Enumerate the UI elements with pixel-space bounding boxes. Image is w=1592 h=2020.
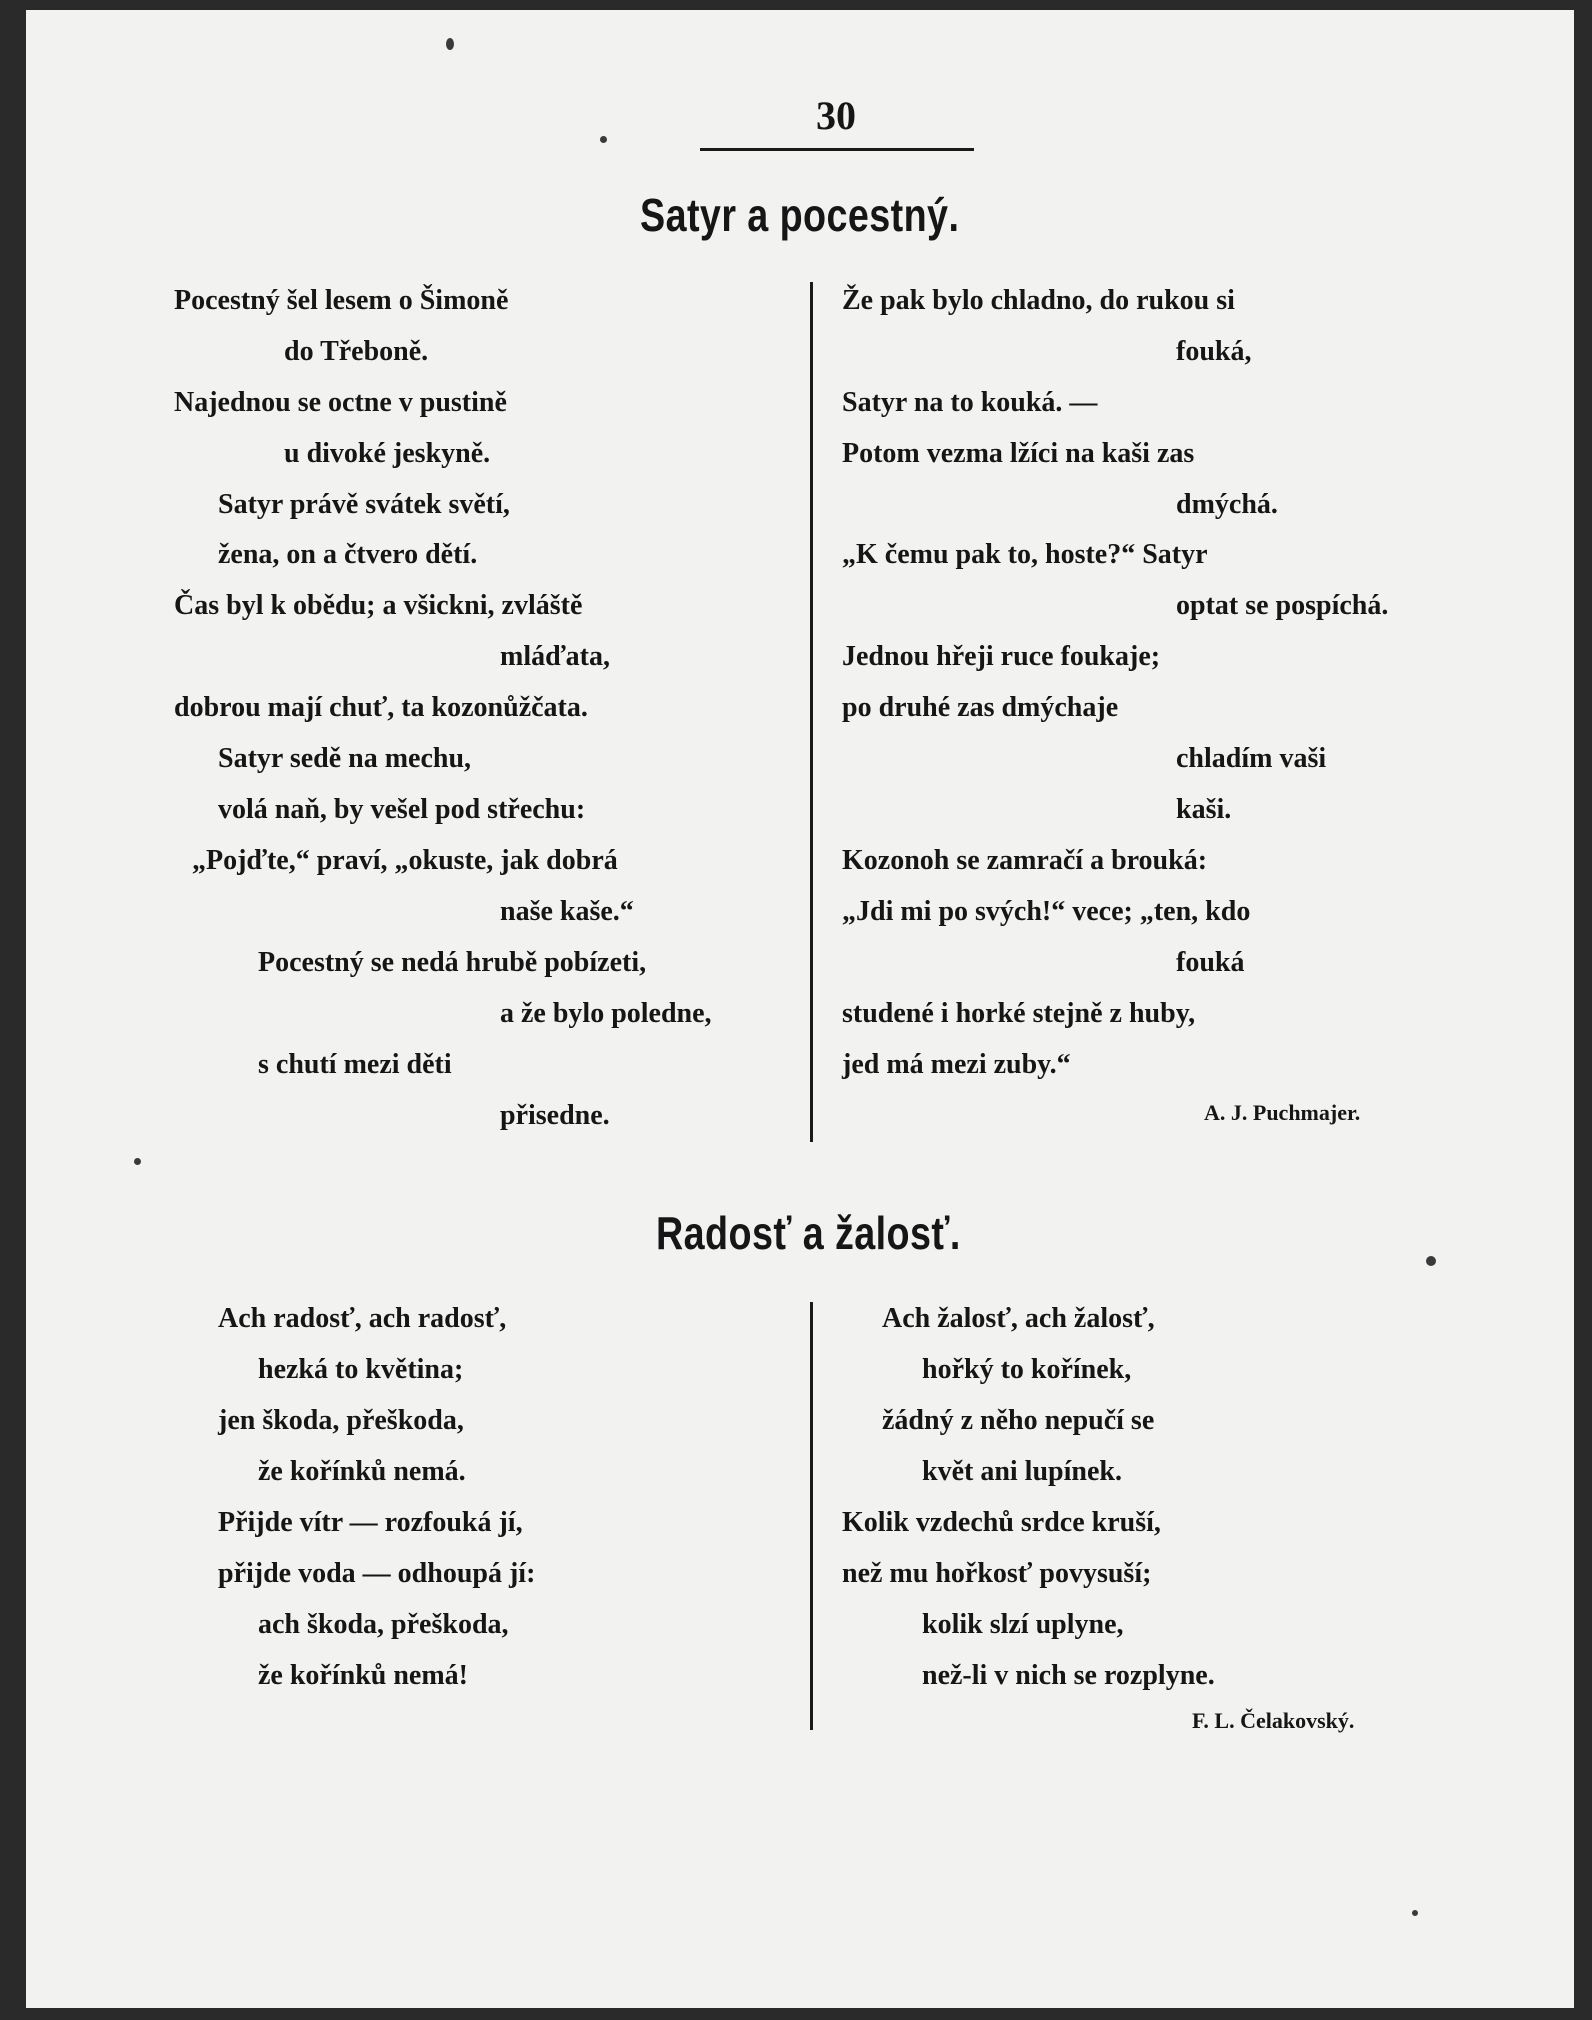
poem-line: hořký to kořínek, (922, 1354, 1132, 1385)
poem-line: Kozonoh se zamračí a brouká: (842, 845, 1208, 876)
poem-line: do Třeboně. (284, 336, 429, 367)
ink-speck (1412, 1910, 1418, 1916)
poem-line: jen škoda, přeškoda, (218, 1405, 464, 1436)
poem-line: květ ani lupínek. (922, 1456, 1122, 1487)
poem-line: Ach žalosť, ach žalosť, (882, 1303, 1155, 1334)
ink-speck (600, 136, 607, 143)
poem2-author: F. L. Čelakovský. (1192, 1708, 1355, 1733)
poem-line: Potom vezma lžíci na kaši zas (842, 438, 1195, 469)
poem-line: Satyr na to kouká. — (842, 387, 1098, 418)
poem-line: volá naň, by vešel pod střechu: (218, 794, 586, 825)
ink-speck (1426, 1256, 1436, 1266)
poem-line: přisedne. (500, 1100, 610, 1131)
poem2-column-rule (810, 1302, 813, 1730)
poem-line: optat se pospíchá. (1176, 590, 1389, 621)
poem-line: Přijde vítr — rozfouká jí, (218, 1507, 523, 1538)
poem-line: přijde voda — odhoupá jí: (218, 1558, 536, 1589)
poem-line: ach škoda, přeškoda, (258, 1609, 509, 1640)
poem-line: Satyr právě svátek světí, (218, 489, 510, 520)
poem1-title: Satyr a pocestný. (640, 189, 960, 241)
poem-line: Najednou se octne v pustině (174, 387, 507, 418)
poem-line: mláďata, (500, 641, 610, 672)
poem-line: chladím vaši (1176, 743, 1327, 774)
poem-line: fouká, (1176, 336, 1252, 367)
ink-speck (446, 38, 454, 50)
poem-line: Ach radosť, ach radosť, (218, 1303, 507, 1334)
poem-line: studené i horké stejně z huby, (842, 998, 1196, 1029)
poem-line: u divoké jeskyně. (284, 438, 491, 469)
poem-line: dobrou mají chuť, ta kozonůžčata. (174, 692, 588, 723)
poem1-column-rule (810, 282, 813, 1142)
poem-line: Že pak bylo chladno, do rukou si (842, 285, 1235, 316)
ink-speck (134, 1158, 141, 1165)
book-page (26, 10, 1574, 2008)
page-number: 30 (816, 93, 856, 138)
poem-line: že kořínků nemá! (258, 1660, 468, 1691)
poem-line: dmýchá. (1176, 489, 1278, 520)
poem-line: fouká (1176, 947, 1245, 978)
poem2-title: Radosť a žalosť. (656, 1207, 961, 1259)
poem-line: a že bylo poledne, (500, 998, 712, 1029)
poem-line: naše kaše.“ (500, 896, 634, 927)
poem-line: než-li v nich se rozplyne. (922, 1660, 1215, 1691)
page-number-rule (700, 148, 974, 151)
poem-line: po druhé zas dmýchaje (842, 692, 1119, 723)
poem1-author: A. J. Puchmajer. (1204, 1100, 1361, 1125)
poem-line: Kolik vzdechů srdce kruší, (842, 1507, 1161, 1538)
poem-line: Jednou hřeji ruce foukaje; (842, 641, 1161, 672)
poem-line: Pocestný šel lesem o Šimoně (174, 285, 509, 316)
poem-line: že kořínků nemá. (258, 1456, 466, 1487)
poem-line: Satyr sedě na mechu, (218, 743, 472, 774)
poem-line: Pocestný se nedá hrubě pobízeti, (258, 947, 647, 978)
poem-line: „Pojďte,“ praví, „okuste, jak dobrá (192, 845, 618, 876)
poem-line: kaši. (1176, 794, 1232, 825)
poem-line: než mu hořkosť povysuší; (842, 1558, 1152, 1589)
poem-line: jed má mezi zuby.“ (842, 1049, 1071, 1080)
poem-line: „Jdi mi po svých!“ vece; „ten, kdo (842, 896, 1251, 927)
poem-line: hezká to květina; (258, 1354, 464, 1385)
poem-line: žena, on a čtvero dětí. (218, 539, 478, 570)
poem-line: Čas byl k obědu; a všickni, zvláště (174, 590, 583, 621)
poem-line: žádný z něho nepučí se (882, 1405, 1155, 1436)
poem-line: s chutí mezi děti (258, 1049, 452, 1080)
poem-line: kolik slzí uplyne, (922, 1609, 1124, 1640)
poem-line: „K čemu pak to, hoste?“ Satyr (842, 539, 1208, 570)
